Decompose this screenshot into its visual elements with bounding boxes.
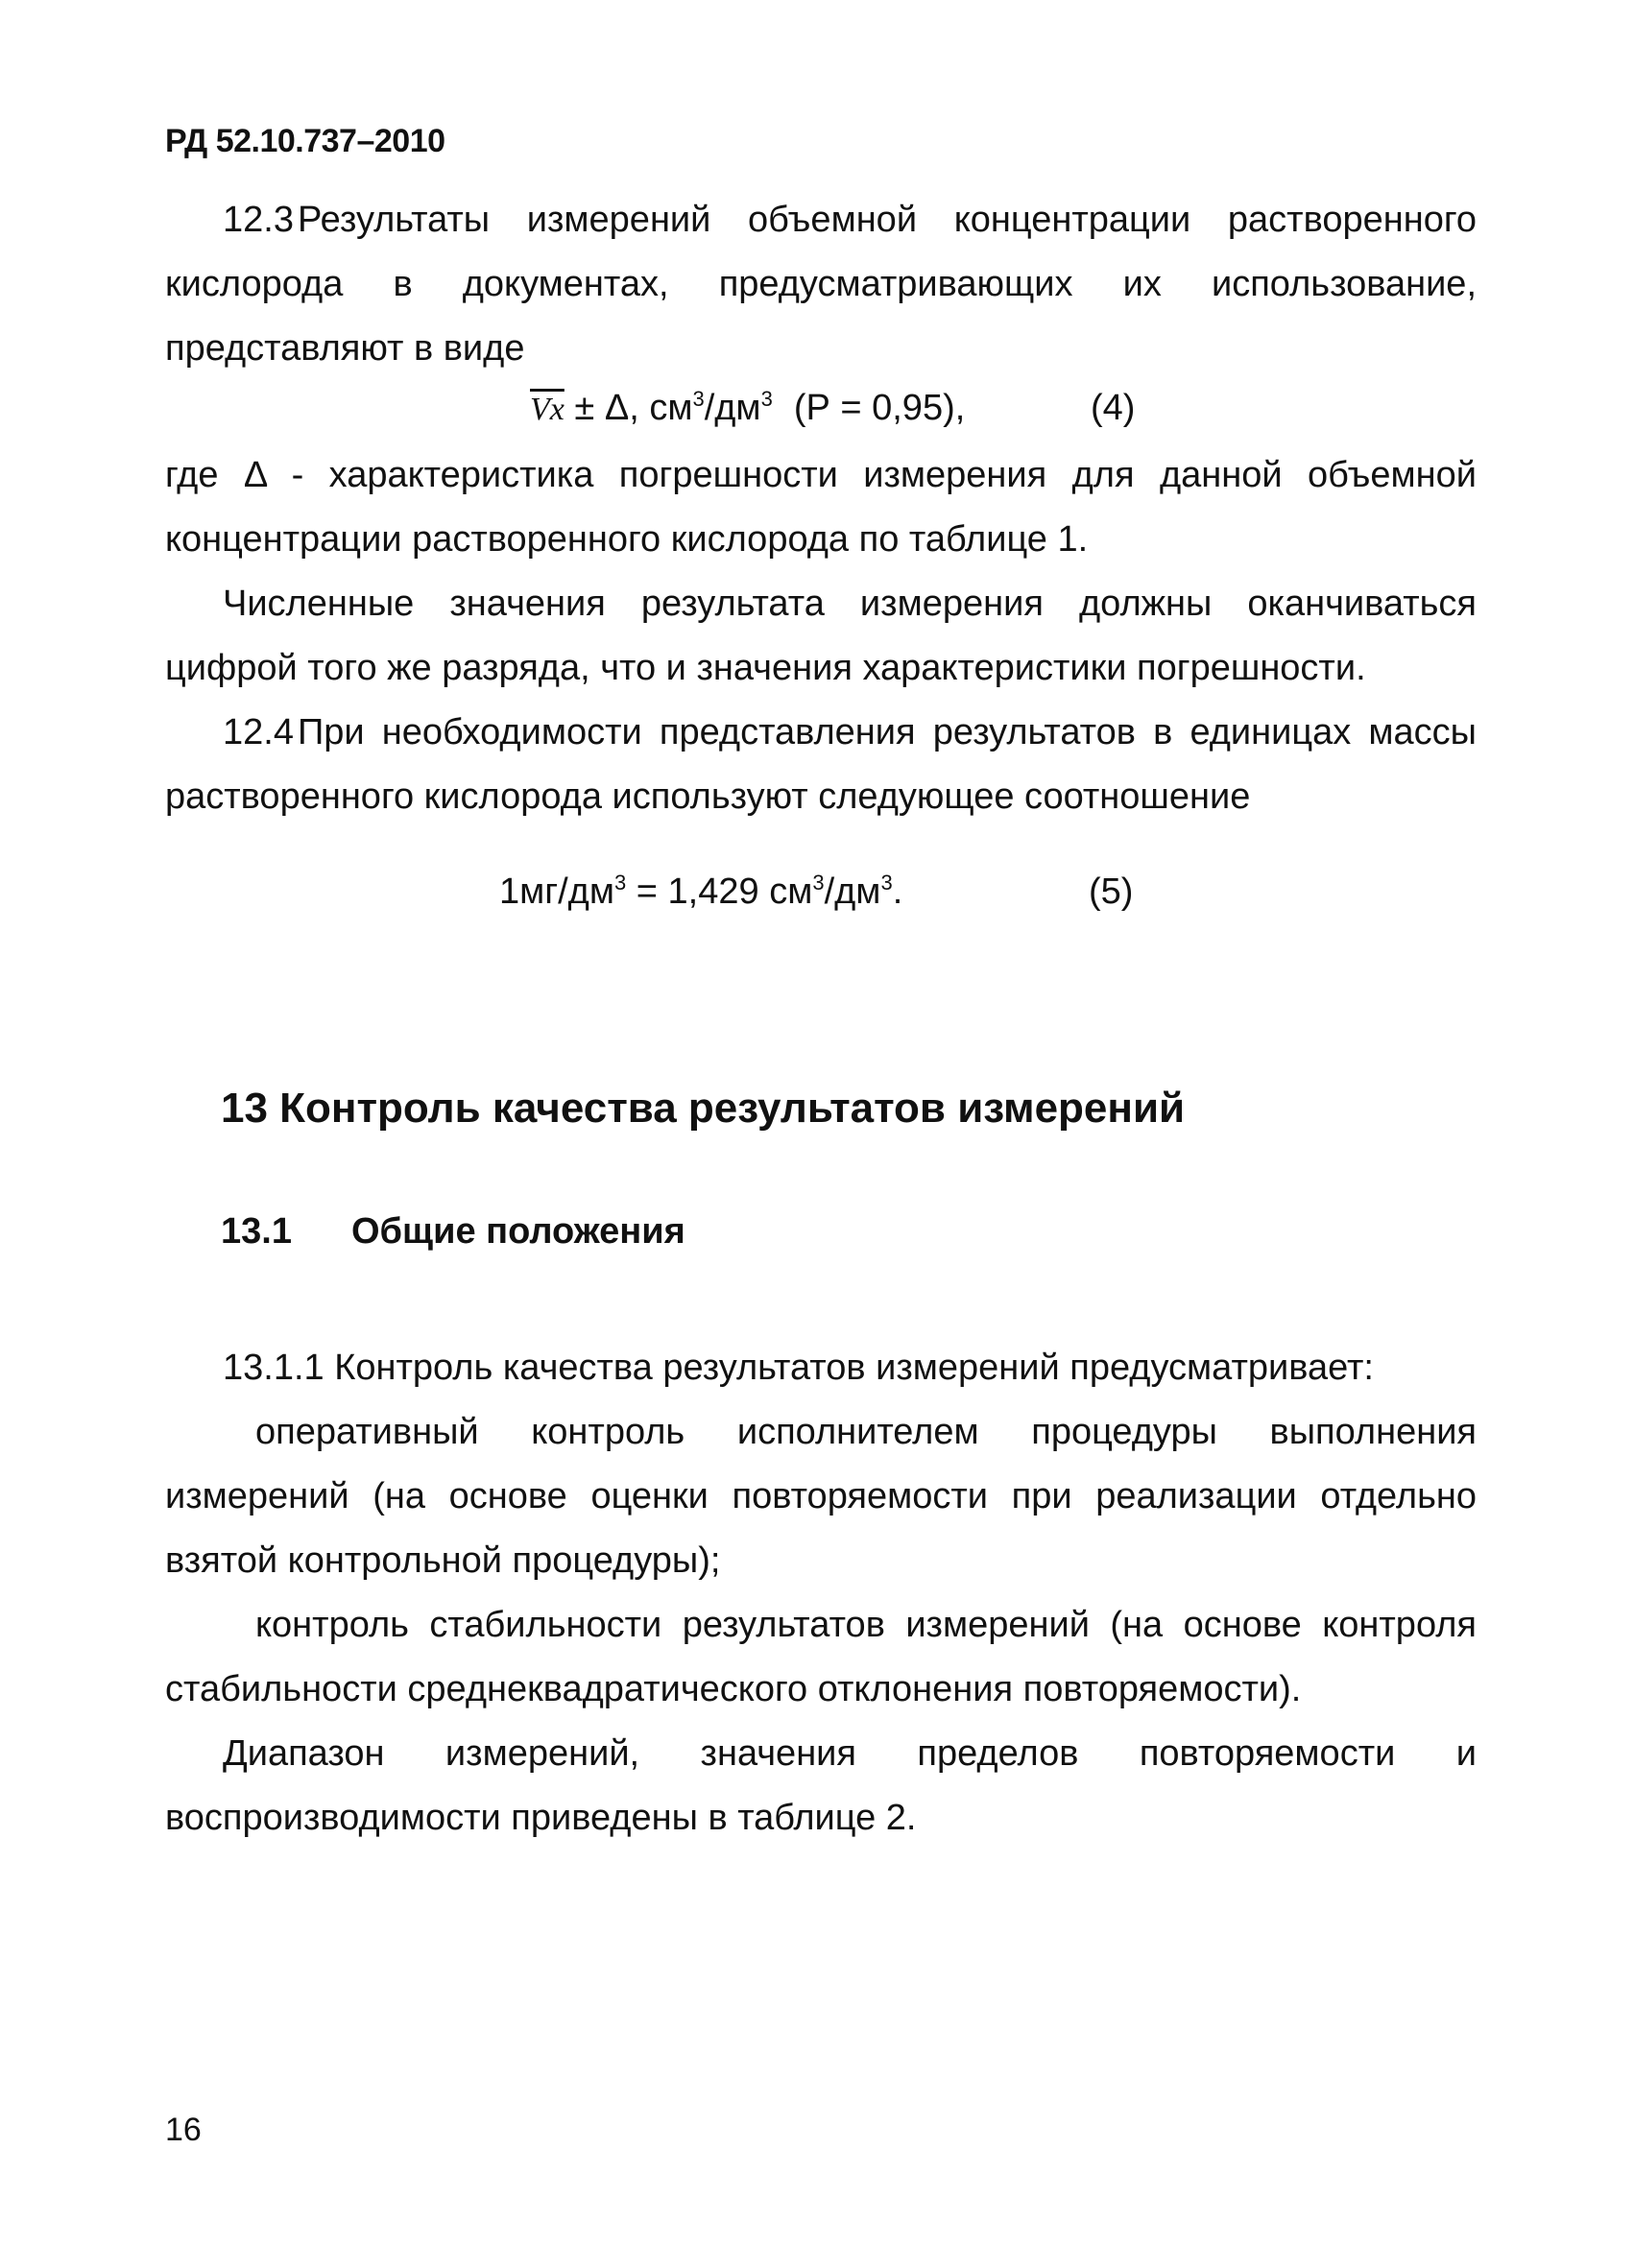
formula-condition: (Р = 0,95), xyxy=(793,388,966,428)
equation-number: (5) xyxy=(1089,871,1134,912)
list-item-stability-control: контроль стабильности результатов измерений (на основе контроля стабильности среднеквадратического отклонения повторяемости). xyxy=(165,1605,1477,1709)
subsection-number: 13.1 xyxy=(221,1211,292,1252)
formula-superscript: 3 xyxy=(880,871,893,895)
formula-expression-mid: /дм xyxy=(704,388,761,428)
formula-part: = 1,429 см xyxy=(626,871,813,912)
where-paragraph: где Δ - характеристика погрешности измерения для данной объемной концентрации растворенного кислорода по таблице 1. xyxy=(165,455,1477,560)
paragraph-13-1-1: 13.1.1 Контроль качества результатов измерений предусматривает: xyxy=(223,1348,1374,1388)
equation-number: (4) xyxy=(1091,388,1136,428)
formula-superscript: 3 xyxy=(812,871,825,895)
section-heading: 13 Контроль качества результатов измерений xyxy=(221,1085,1186,1132)
list-item-operative-control: оперативный контроль исполнителем процедуры выполнения измерений (на основе оценки повторяемости при реализации отдельно взятой контрольной процедуры); xyxy=(165,1412,1477,1581)
page-number: 16 xyxy=(165,2112,202,2148)
formula-variable: $\overline{Vx}$ xyxy=(530,392,565,427)
formula-4 xyxy=(530,388,965,429)
paragraph-number: 12.4 xyxy=(223,712,294,752)
document-code: РД 52.10.737–2010 xyxy=(165,123,445,159)
paragraph-12-3 xyxy=(165,188,1477,381)
formula-part: 1мг/дм xyxy=(499,871,614,912)
formula-part: . xyxy=(892,871,903,912)
formula-5 xyxy=(499,871,902,913)
formula-expression: ± Δ, см xyxy=(564,388,693,428)
numeric-values-paragraph: Численные значения результата измерения должны оканчиваться цифрой того же разряда, что и значения характеристики погрешности. xyxy=(165,584,1477,688)
formula-superscript: 3 xyxy=(760,387,773,411)
paragraph-number: 12.3 xyxy=(223,200,294,240)
paragraph-12-4 xyxy=(165,701,1477,829)
paragraph-text: Результаты измерений объемной концентрации растворенного кислорода в документах, предусматривающих их использование, представляют в виде xyxy=(165,200,1477,369)
subsection-title: Общие положения xyxy=(351,1211,685,1252)
paragraph-text: При необходимости представления результатов в единицах массы растворенного кислорода используют следующее соотношение xyxy=(165,712,1477,817)
formula-superscript: 3 xyxy=(613,871,627,895)
range-paragraph: Диапазон измерений, значения пределов повторяемости и воспроизводимости приведены в таблице 2. xyxy=(165,1733,1477,1838)
formula-superscript: 3 xyxy=(692,387,705,411)
formula-part: /дм xyxy=(824,871,881,912)
